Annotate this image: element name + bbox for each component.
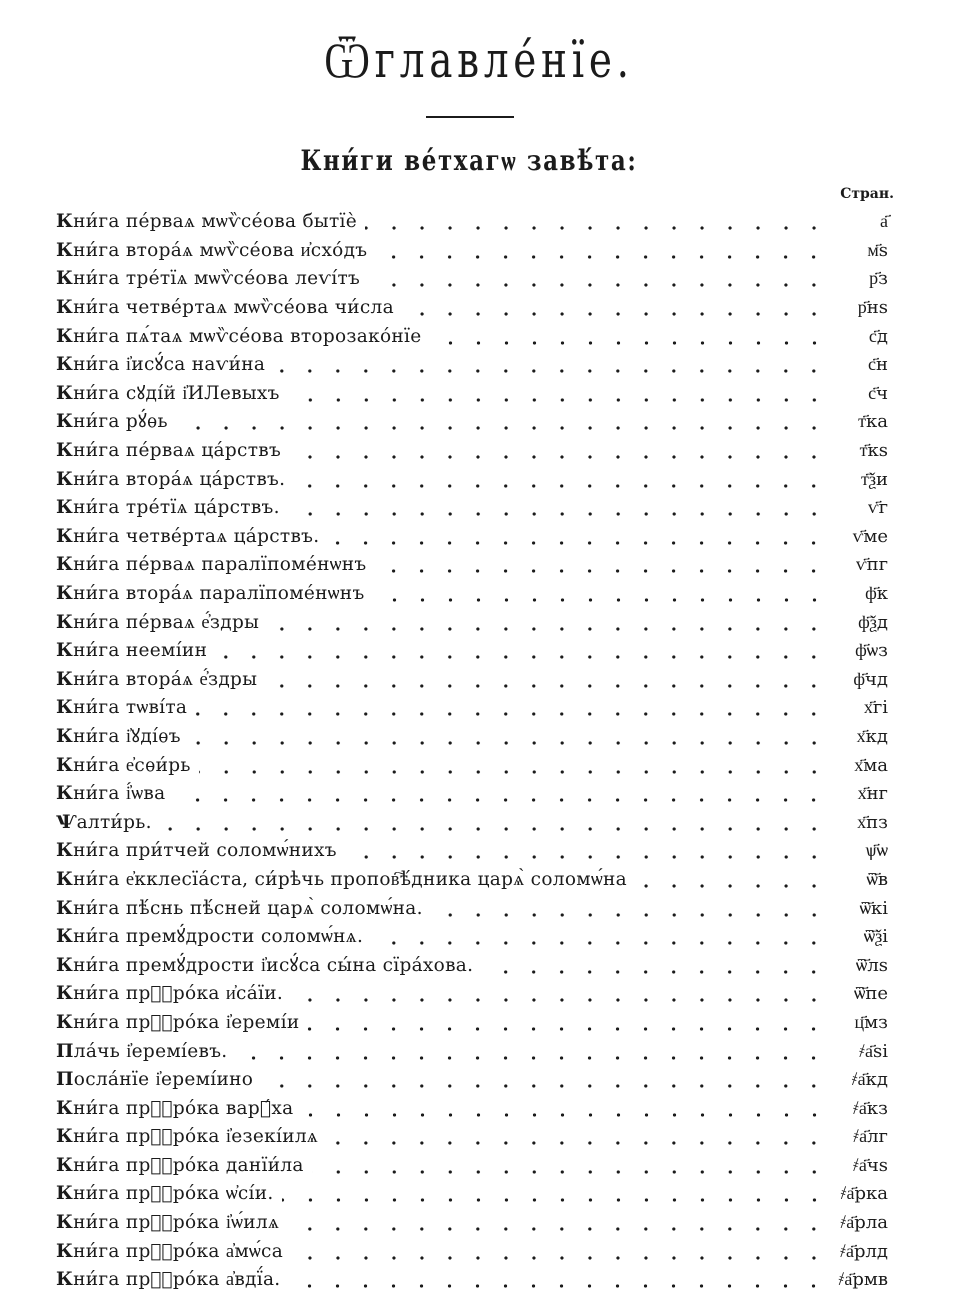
toc-entry-title bbox=[56, 582, 373, 606]
toc-entry[interactable] bbox=[56, 1094, 888, 1123]
toc-entry-text: ни́га четве́ртаѧ ца́рствъ. bbox=[73, 525, 320, 547]
toc-entry-page-number: ѵ҃пг bbox=[855, 554, 888, 576]
toc-entry-title bbox=[56, 611, 267, 635]
toc-entry-text: ни́га втора́ѧ паралїпоме́нѡнъ bbox=[73, 583, 365, 605]
dot-leader bbox=[291, 1240, 828, 1264]
toc-entry-initial: К bbox=[56, 239, 74, 261]
toc-entry-title bbox=[56, 639, 215, 663]
toc-entry[interactable] bbox=[56, 523, 888, 552]
dot-leader bbox=[273, 353, 828, 377]
dot-leader bbox=[402, 296, 828, 320]
toc-entry-page-number: ѵ҃ме bbox=[852, 525, 888, 547]
toc-entry-initial: К bbox=[56, 525, 74, 547]
toc-entry-page-number: ц҃мз bbox=[854, 1011, 888, 1033]
toc-entry-page-number: ѿ҃лѕ bbox=[855, 954, 888, 976]
toc-entry-text: ни́га пе́рваѧ мѡѷсе́ова бытїѐ bbox=[73, 211, 357, 233]
toc-entry-title bbox=[56, 1268, 288, 1292]
toc-entry-initial: К bbox=[56, 1212, 74, 1234]
toc-entry-initial: К bbox=[56, 497, 74, 519]
toc-entry-initial: К bbox=[56, 840, 74, 862]
toc-entry-page-number: ҂а҃чѕ bbox=[852, 1154, 888, 1176]
toc-entry[interactable] bbox=[56, 208, 888, 237]
toc-entry-title bbox=[56, 353, 273, 377]
toc-entry[interactable] bbox=[56, 1066, 888, 1095]
toc-entry[interactable] bbox=[56, 408, 888, 437]
toc-entry[interactable] bbox=[56, 1237, 888, 1266]
toc-entry[interactable] bbox=[56, 465, 888, 494]
toc-entry-page-number: т҃кѕ bbox=[859, 440, 888, 462]
dot-leader bbox=[431, 897, 828, 921]
dot-leader bbox=[265, 668, 828, 692]
toc-entry[interactable] bbox=[56, 1180, 888, 1209]
dot-leader bbox=[312, 1154, 828, 1178]
toc-entry[interactable] bbox=[56, 666, 888, 695]
toc-entry-initial: К bbox=[56, 354, 74, 376]
toc-entry[interactable] bbox=[56, 551, 888, 580]
dot-leader bbox=[365, 210, 828, 234]
toc-entry-title bbox=[56, 868, 635, 892]
toc-entry-text: ни́га тре́тїѧ ца́рствъ. bbox=[73, 497, 280, 519]
toc-entry-page-number: х҃гі bbox=[863, 697, 888, 719]
toc-entry-title bbox=[56, 1011, 307, 1035]
toc-entry[interactable] bbox=[56, 866, 888, 895]
dot-leader bbox=[326, 1125, 828, 1149]
toc-entry-title bbox=[56, 1040, 235, 1064]
toc-entry-title bbox=[56, 897, 431, 921]
toc-entry-text: ни́га і҆́ѡва bbox=[73, 783, 166, 805]
toc-entry-text: ни́га неемі́ин bbox=[73, 640, 208, 662]
dot-leader bbox=[345, 839, 828, 863]
toc-entry-initial: К bbox=[56, 983, 74, 1005]
toc-entry-text: ни́га і҆исꙋ́са наѵи́на bbox=[73, 354, 266, 376]
toc-entry-initial: П bbox=[56, 1069, 74, 1091]
section-heading: Кни́ги ве́тхагѡ завѣ́та: bbox=[300, 144, 638, 177]
toc-entry-text: ла́чь і҆еремі́евъ. bbox=[73, 1040, 228, 1062]
toc-entry-page-number: ҂а҃лг bbox=[853, 1126, 888, 1148]
toc-entry-initial: К bbox=[56, 868, 74, 890]
toc-entry[interactable] bbox=[56, 837, 888, 866]
toc-entry-text: ни́га прⷪ҇ро́ка варꙋ́ха bbox=[73, 1097, 294, 1119]
dot-leader bbox=[288, 496, 828, 520]
toc-entry-text: ни́га тѡві́та bbox=[73, 697, 188, 719]
toc-entry-title bbox=[56, 696, 195, 720]
toc-entry-page-number: т҃ка bbox=[858, 411, 888, 433]
toc-entry-text: ни́га прⷪ҇ро́ка и҆са́їи. bbox=[73, 983, 284, 1005]
toc-entry-title bbox=[56, 496, 288, 520]
toc-entry-initial: К bbox=[56, 1183, 74, 1205]
toc-entry-initial: К bbox=[56, 583, 74, 605]
toc-entry-page-number: с҃н bbox=[868, 354, 888, 376]
toc-entry-page-number: ҂а҃рка bbox=[840, 1183, 888, 1205]
toc-entry-initial: К bbox=[56, 697, 74, 719]
toc-entry-initial: К bbox=[56, 1011, 74, 1033]
toc-entry-title bbox=[56, 954, 481, 978]
toc-entry-page-number: ҂а҃рлд bbox=[839, 1240, 888, 1262]
dot-leader bbox=[199, 754, 828, 778]
toc-entry-title bbox=[56, 553, 374, 577]
toc-entry[interactable] bbox=[56, 380, 888, 409]
dot-leader bbox=[215, 639, 828, 663]
toc-entry-page-number: ҂а҃ѕі bbox=[859, 1040, 888, 1062]
toc-entry-title bbox=[56, 754, 199, 778]
toc-entry[interactable] bbox=[56, 294, 888, 323]
toc-entry[interactable] bbox=[56, 1037, 888, 1066]
toc-entry-title bbox=[56, 239, 375, 263]
toc-entry-initial: К bbox=[56, 640, 74, 662]
toc-entry[interactable] bbox=[56, 1209, 888, 1238]
toc-entry-initial: К bbox=[56, 1269, 74, 1291]
toc-entry-title bbox=[56, 382, 288, 406]
toc-entry-initial: К bbox=[56, 1097, 74, 1119]
toc-entry-page-number: ѿ҃ѯі bbox=[863, 926, 888, 948]
dot-leader bbox=[375, 239, 828, 263]
toc-entry-page-number: ҂а҃кд bbox=[851, 1069, 888, 1091]
toc-entry-initial: К bbox=[56, 754, 74, 776]
dot-leader bbox=[430, 325, 828, 349]
toc-entry[interactable] bbox=[56, 351, 888, 380]
dot-leader bbox=[635, 868, 828, 892]
toc-entry[interactable] bbox=[56, 608, 888, 637]
dot-leader bbox=[195, 696, 828, 720]
toc-entry[interactable] bbox=[56, 494, 888, 523]
toc-entry-initial: К bbox=[56, 897, 74, 919]
toc-entry-text: ни́га е҆сѳи́рь bbox=[73, 754, 191, 776]
page-title: Ѿглавле́нїе. bbox=[324, 31, 634, 89]
toc-entry-title bbox=[56, 468, 293, 492]
toc-entry[interactable] bbox=[56, 951, 888, 980]
dot-leader bbox=[160, 811, 828, 835]
toc-entry-page-number: с҃ч bbox=[868, 382, 888, 404]
toc-entry-initial: К bbox=[56, 725, 74, 747]
toc-entry-title bbox=[56, 325, 430, 349]
toc-entry-text: ни́га прⷪ҇ро́ка а҆мѡ́са bbox=[73, 1240, 284, 1262]
toc-entry-text: ни́га втора́ѧ мѡѷсе́ова и҆схо́дъ bbox=[73, 239, 368, 261]
toc-entry-page-number: с҃д bbox=[868, 325, 888, 347]
toc-entry-title bbox=[56, 668, 265, 692]
toc-entry[interactable] bbox=[56, 808, 888, 837]
toc-entry-initial: К bbox=[56, 382, 74, 404]
toc-entry-text: ни́га тре́тїѧ мѡѷсе́ова леѵі́тъ bbox=[73, 268, 361, 290]
toc-entry-text: ни́га пе́рваѧ ца́рствъ bbox=[73, 440, 282, 462]
toc-entry[interactable] bbox=[56, 437, 888, 466]
table-of-contents bbox=[56, 208, 888, 1295]
toc-entry-text: ни́га пѣ́снь пѣ́сней царѧ̀ соломѡ́на. bbox=[73, 897, 423, 919]
toc-entry-initial: К bbox=[56, 411, 74, 433]
toc-entry-page-number: ф҃чд bbox=[853, 668, 888, 690]
toc-entry-page-number: ѿ҃в bbox=[866, 868, 888, 890]
toc-entry-page-number: ѿ҃пе bbox=[853, 983, 888, 1005]
toc-entry-text: алти́рь. bbox=[76, 811, 152, 833]
dot-leader bbox=[371, 925, 828, 949]
toc-entry-initial: П bbox=[56, 1040, 74, 1062]
toc-entry-title bbox=[56, 1211, 287, 1235]
toc-entry-title bbox=[56, 1125, 326, 1149]
dot-leader bbox=[302, 1097, 829, 1121]
toc-entry-title bbox=[56, 782, 173, 806]
toc-entry-initial: К bbox=[56, 554, 74, 576]
dot-leader bbox=[173, 782, 828, 806]
toc-entry-title bbox=[56, 1182, 282, 1206]
toc-entry-page-number: х҃нг bbox=[857, 783, 888, 805]
toc-entry-title bbox=[56, 525, 327, 549]
dot-leader bbox=[327, 525, 828, 549]
toc-entry-initial: К bbox=[56, 211, 74, 233]
dot-leader bbox=[291, 982, 828, 1006]
toc-entry-initial: К bbox=[56, 1240, 74, 1262]
toc-entry-title bbox=[56, 839, 345, 863]
toc-entry[interactable] bbox=[56, 894, 888, 923]
toc-entry-text: ни́га пѧ́таѧ мѡѷсе́ова второзако́нїе bbox=[73, 325, 422, 347]
toc-entry-title bbox=[56, 1154, 312, 1178]
toc-entry[interactable] bbox=[56, 1123, 888, 1152]
toc-entry-initial: К bbox=[56, 1126, 74, 1148]
toc-entry[interactable] bbox=[56, 322, 888, 351]
toc-entry-text: ни́га прⷪ҇ро́ка і҆ѡ́илѧ bbox=[73, 1212, 280, 1234]
dot-leader bbox=[288, 1268, 828, 1292]
toc-entry[interactable] bbox=[56, 580, 888, 609]
dot-leader bbox=[267, 611, 828, 635]
toc-entry-page-number: ѿ҃кі bbox=[859, 897, 888, 919]
toc-entry-text: ни́га рꙋ́ѳь bbox=[73, 411, 168, 433]
toc-entry[interactable] bbox=[56, 980, 888, 1009]
toc-entry[interactable] bbox=[56, 780, 888, 809]
toc-entry-text: ни́га премꙋ́дрости соломѡ́нѧ. bbox=[73, 926, 364, 948]
toc-entry-title bbox=[56, 725, 189, 749]
toc-entry-page-number: х҃кд bbox=[856, 725, 888, 747]
title-divider bbox=[426, 116, 514, 118]
toc-entry[interactable] bbox=[56, 1009, 888, 1038]
toc-entry-initial: К bbox=[56, 926, 74, 948]
toc-entry-title bbox=[56, 811, 160, 835]
toc-entry[interactable] bbox=[56, 694, 888, 723]
toc-entry-page-number: м҃ѕ bbox=[867, 239, 888, 261]
toc-entry-initial: К bbox=[56, 783, 74, 805]
toc-entry-text: ни́га прⷪ҇ро́ка і҆езекі́илѧ bbox=[73, 1126, 319, 1148]
toc-entry-initial: К bbox=[56, 668, 74, 690]
dot-leader bbox=[368, 267, 828, 291]
toc-entry-text: ни́га прⷪ҇ро́ка а҆вдї́а. bbox=[73, 1269, 281, 1291]
dot-leader bbox=[261, 1068, 828, 1092]
toc-entry-title bbox=[56, 210, 365, 234]
toc-entry-initial: К bbox=[56, 611, 74, 633]
dot-leader bbox=[293, 468, 828, 492]
toc-entry-text: осла́нїе і҆еремі́ино bbox=[73, 1069, 254, 1091]
toc-entry-initial: К bbox=[56, 468, 74, 490]
toc-entry-title bbox=[56, 925, 371, 949]
toc-entry-initial: К bbox=[56, 297, 74, 319]
dot-leader bbox=[189, 725, 828, 749]
toc-entry[interactable] bbox=[56, 751, 888, 780]
toc-entry-initial: К bbox=[56, 1154, 74, 1176]
toc-entry-text: ни́га пе́рваѧ е҆́здры bbox=[73, 611, 260, 633]
toc-entry-text: ни́га е҆кклесїа́ста, си́рѣчь пропов҇ѣ́дника царѧ̀ соломѡ́на bbox=[73, 868, 627, 890]
toc-entry-page-number: ф҃ѯд bbox=[858, 611, 888, 633]
toc-entry-text: ни́га втора́ѧ ца́рствъ. bbox=[73, 468, 286, 490]
toc-entry-title bbox=[56, 982, 291, 1006]
toc-entry-initial: К bbox=[56, 325, 74, 347]
toc-entry-initial: Ѱ bbox=[56, 811, 77, 833]
toc-entry-page-number: ѵ҃г bbox=[867, 497, 888, 519]
toc-entry[interactable] bbox=[56, 237, 888, 266]
toc-entry-text: ни́га прⷪ҇ро́ка і҆еремі́и bbox=[73, 1011, 300, 1033]
dot-leader bbox=[374, 553, 828, 577]
toc-entry-text: ни́га прⷪ҇ро́ка ѡ҆сі́и. bbox=[73, 1183, 274, 1205]
toc-entry-initial: К bbox=[56, 954, 74, 976]
toc-entry-text: ни́га премꙋ́дрости і҆исꙋ́са сы́на сїра́хова. bbox=[73, 954, 474, 976]
toc-entry-page-number: ҂а҃рмв bbox=[838, 1269, 888, 1291]
toc-entry-title bbox=[56, 1240, 291, 1264]
toc-entry-page-number: а҃ bbox=[880, 211, 888, 233]
toc-entry-page-number: р҃з bbox=[869, 268, 888, 290]
toc-entry-page-number: х҃ма bbox=[854, 754, 888, 776]
toc-entry-title bbox=[56, 439, 289, 463]
toc-entry-text: ни́га при́тчей соломѡ́нихъ bbox=[73, 840, 337, 862]
toc-entry-text: ни́га і҆ꙋді́ѳъ bbox=[73, 725, 181, 747]
toc-entry-page-number: р҃нѕ bbox=[857, 297, 888, 319]
toc-entry-page-number: т҃ѯи bbox=[861, 468, 888, 490]
toc-entry[interactable] bbox=[56, 1152, 888, 1181]
dot-leader bbox=[481, 954, 828, 978]
dot-leader bbox=[288, 382, 828, 406]
dot-leader bbox=[287, 1211, 828, 1235]
dot-leader bbox=[373, 582, 828, 606]
dot-leader bbox=[307, 1011, 828, 1035]
toc-entry-text: ни́га четве́ртаѧ мѡѷсе́ова чи́сла bbox=[73, 297, 394, 319]
page-column-label: Стран. bbox=[840, 186, 894, 202]
dot-leader bbox=[176, 410, 828, 434]
toc-entry-title bbox=[56, 1068, 261, 1092]
toc-entry-page-number: ф҃к bbox=[865, 583, 888, 605]
toc-entry-initial: К bbox=[56, 440, 74, 462]
toc-entry[interactable] bbox=[56, 923, 888, 952]
toc-entry-page-number: ҂а҃рла bbox=[840, 1212, 888, 1234]
toc-entry-title bbox=[56, 1097, 302, 1121]
toc-entry-title bbox=[56, 296, 402, 320]
toc-entry-text: ни́га прⷪ҇ро́ка данїи́ла bbox=[73, 1154, 304, 1176]
toc-entry-text: ни́га сꙋді́й і҆ИЛевыхъ bbox=[73, 382, 280, 404]
toc-entry-initial: К bbox=[56, 268, 74, 290]
toc-entry-page-number: ҂а҃кз bbox=[852, 1097, 888, 1119]
toc-entry[interactable] bbox=[56, 1266, 888, 1295]
toc-entry-title bbox=[56, 410, 176, 434]
toc-entry-page-number: х҃пз bbox=[857, 811, 888, 833]
dot-leader bbox=[235, 1040, 828, 1064]
toc-entry-page-number: ѱ҃ѡ bbox=[865, 840, 888, 862]
toc-entry[interactable] bbox=[56, 265, 888, 294]
toc-entry-title bbox=[56, 267, 368, 291]
toc-entry-text: ни́га втора́ѧ е҆́здры bbox=[73, 668, 258, 690]
dot-leader bbox=[282, 1182, 828, 1206]
toc-entry-page-number: ф҃ѡз bbox=[855, 640, 888, 662]
dot-leader bbox=[289, 439, 828, 463]
toc-entry-text: ни́га пе́рваѧ паралїпоме́нѡнъ bbox=[73, 554, 367, 576]
toc-entry[interactable] bbox=[56, 637, 888, 666]
toc-entry[interactable] bbox=[56, 723, 888, 752]
